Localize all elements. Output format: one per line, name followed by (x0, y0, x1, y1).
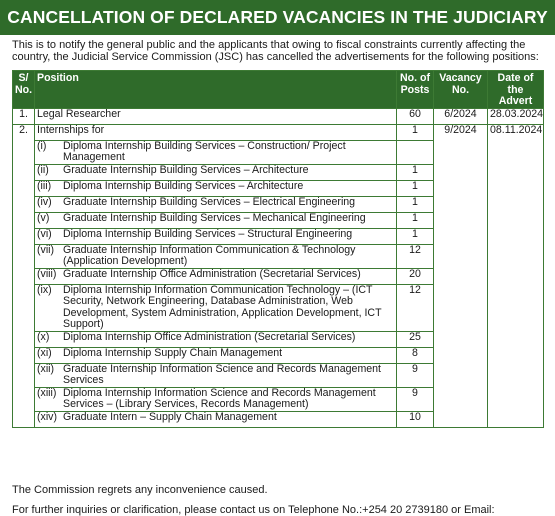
internship-sno-blank (13, 347, 35, 363)
internship-posts: 1 (397, 228, 434, 244)
internship-vacancy-blank (434, 331, 488, 347)
internship-roman: (i) (37, 139, 47, 152)
internship-position (35, 284, 397, 331)
internship-roman: (vii) (37, 243, 55, 256)
internship-position (35, 140, 397, 164)
internship-sno-blank (13, 284, 35, 331)
internship-date-blank (488, 284, 544, 331)
internship-name: Diploma Internship Building Services – Construction/ Project Management (63, 139, 346, 163)
internship-sno-blank (13, 244, 35, 268)
internship-roman: (xiii) (37, 386, 57, 399)
internship-position (35, 228, 397, 244)
internship-vacancy-blank (434, 244, 488, 268)
internship-date-blank (488, 140, 544, 164)
internship-posts: 10 (397, 411, 434, 427)
internship-roman: (iii) (37, 179, 52, 192)
internship-posts: 1 (397, 180, 434, 196)
contact-note: For further inquiries or clarification, please contact us on Telephone No.:+254 20 2739180 or Email: (12, 504, 495, 516)
internship-position (35, 387, 397, 411)
internship-row (13, 244, 544, 268)
internship-name: Diploma Internship Building Services – Architecture (63, 179, 304, 192)
internship-position (35, 164, 397, 180)
internship-row (13, 363, 544, 387)
internship-sno-blank (13, 363, 35, 387)
internship-row (13, 196, 544, 212)
internship-sno-blank (13, 212, 35, 228)
internship-name: Graduate Internship Office Administration (Secretarial Services) (63, 267, 361, 280)
internship-position (35, 331, 397, 347)
internship-vacancy-blank (434, 212, 488, 228)
regret-note: The Commission regrets any inconvenience caused. (12, 484, 268, 496)
internship-vacancy-blank (434, 284, 488, 331)
vacancies-table (12, 70, 544, 428)
internship-date-blank (488, 196, 544, 212)
internship-date-blank (488, 411, 544, 427)
internship-posts: 12 (397, 244, 434, 268)
row-posts: 1 (397, 124, 434, 140)
internship-roman: (viii) (37, 267, 57, 280)
internship-row (13, 411, 544, 427)
internship-sno-blank (13, 331, 35, 347)
internship-vacancy-blank (434, 140, 488, 164)
internship-posts: 9 (397, 387, 434, 411)
internship-sno-blank (13, 180, 35, 196)
row-date: 28.03.2024 (488, 108, 544, 124)
internship-roman: (x) (37, 330, 50, 343)
internship-name: Graduate Internship Building Services – Electrical Engineering (63, 195, 356, 208)
internship-date-blank (488, 212, 544, 228)
internship-position (35, 268, 397, 284)
internship-roman: (xii) (37, 362, 55, 375)
internship-sno-blank (13, 140, 35, 164)
header-posts: No. of Posts (397, 71, 434, 109)
internship-name: Diploma Internship Information Science and Records Management Services – (Library Services, Records Management) (63, 386, 376, 410)
internship-row (13, 228, 544, 244)
internship-vacancy-blank (434, 347, 488, 363)
internship-name: Graduate Internship Building Services – Mechanical Engineering (63, 211, 366, 224)
intro-paragraph: This is to notify the general public and the applicants that owing to fiscal constraints currently affecting the country, the Judicial Service Commission (JSC) has cancelled the advertisements for the following positions: (12, 39, 539, 63)
internship-name: Diploma Internship Supply Chain Management (63, 346, 283, 359)
internship-name: Graduate Internship Information Science and Records Management Services (63, 362, 381, 386)
header-position: Position (35, 71, 397, 109)
internship-posts (397, 140, 434, 164)
internship-row (13, 164, 544, 180)
internship-position (35, 196, 397, 212)
internship-position (35, 347, 397, 363)
internship-name: Diploma Internship Information Communication Technology – (ICT Security, Network Engineering, Database Administration, Web Development, System Administration, Application Development, ICT Support) (63, 283, 382, 330)
row-vacancy: 9/2024 (434, 124, 488, 140)
internship-row (13, 387, 544, 411)
row-posts: 60 (397, 108, 434, 124)
internship-posts: 9 (397, 363, 434, 387)
header-vacancy: Vacancy No. (434, 71, 488, 109)
row-date: 08.11.2024 (488, 124, 544, 140)
internship-row (13, 180, 544, 196)
internship-sno-blank (13, 268, 35, 284)
internship-name: Diploma Internship Building Services – Structural Engineering (63, 227, 353, 240)
internship-date-blank (488, 180, 544, 196)
internship-position (35, 363, 397, 387)
internship-position (35, 244, 397, 268)
internship-position (35, 212, 397, 228)
row-position: Legal Researcher (35, 108, 397, 124)
internship-roman: (xi) (37, 346, 52, 359)
header-sno: S/ No. (13, 71, 35, 109)
internship-sno-blank (13, 196, 35, 212)
internship-roman: (ix) (37, 283, 52, 296)
internship-row (13, 268, 544, 284)
internship-vacancy-blank (434, 228, 488, 244)
internship-row (13, 331, 544, 347)
internship-posts: 8 (397, 347, 434, 363)
page-title: CANCELLATION OF DECLARED VACANCIES IN THE JUDICIARY (0, 0, 555, 35)
header-date: Date of the Advert (488, 71, 544, 109)
internship-row (13, 140, 544, 164)
internship-posts: 20 (397, 268, 434, 284)
internship-posts: 1 (397, 212, 434, 228)
internship-date-blank (488, 244, 544, 268)
internship-date-blank (488, 164, 544, 180)
internship-date-blank (488, 363, 544, 387)
internship-sno-blank (13, 411, 35, 427)
internship-sno-blank (13, 228, 35, 244)
row-sno: 2. (13, 124, 35, 140)
table-header-row (13, 71, 544, 109)
internship-date-blank (488, 228, 544, 244)
internship-row (13, 212, 544, 228)
internship-posts: 1 (397, 164, 434, 180)
internship-vacancy-blank (434, 268, 488, 284)
internship-roman: (v) (37, 211, 50, 224)
internship-posts: 1 (397, 196, 434, 212)
table-row (13, 124, 544, 140)
internship-name: Diploma Internship Office Administration (Secretarial Services) (63, 330, 356, 343)
row-sno: 1. (13, 108, 35, 124)
table-row (13, 108, 544, 124)
internship-roman: (iv) (37, 195, 52, 208)
internship-position (35, 180, 397, 196)
internship-vacancy-blank (434, 411, 488, 427)
internship-position (35, 411, 397, 427)
internship-vacancy-blank (434, 387, 488, 411)
internship-name: Graduate Internship Building Services – Architecture (63, 163, 309, 176)
internship-date-blank (488, 268, 544, 284)
internship-posts: 25 (397, 331, 434, 347)
internship-roman: (xiv) (37, 410, 58, 423)
internship-vacancy-blank (434, 196, 488, 212)
internship-vacancy-blank (434, 180, 488, 196)
internship-vacancy-blank (434, 363, 488, 387)
row-position: Internships for (35, 124, 397, 140)
internship-row (13, 347, 544, 363)
internship-roman: (ii) (37, 163, 49, 176)
internship-posts: 12 (397, 284, 434, 331)
internship-roman: (vi) (37, 227, 52, 240)
internship-name: Graduate Internship Information Communication & Technology (Application Development) (63, 243, 356, 267)
internship-name: Graduate Intern – Supply Chain Management (63, 410, 277, 423)
internship-date-blank (488, 331, 544, 347)
internship-date-blank (488, 387, 544, 411)
internship-sno-blank (13, 387, 35, 411)
internship-vacancy-blank (434, 164, 488, 180)
internship-sno-blank (13, 164, 35, 180)
internship-date-blank (488, 347, 544, 363)
row-vacancy: 6/2024 (434, 108, 488, 124)
internship-row (13, 284, 544, 331)
